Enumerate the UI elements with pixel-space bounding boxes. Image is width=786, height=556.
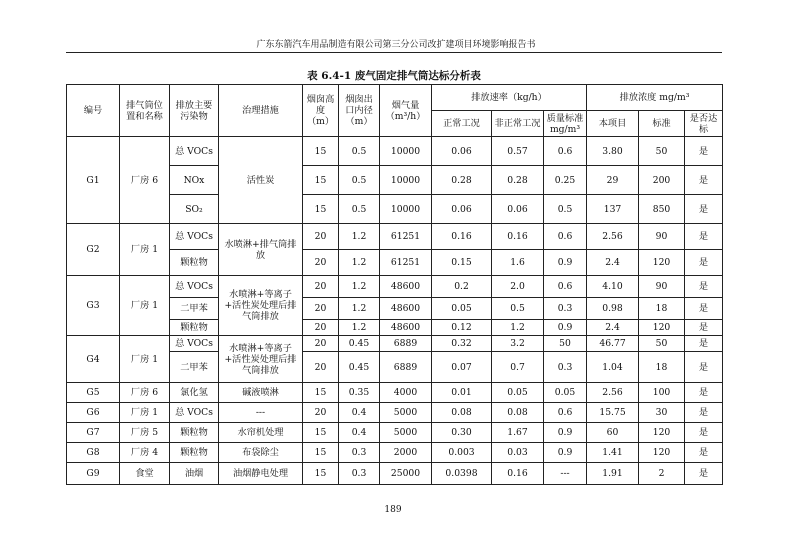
outlet-diameter-cell: 1.2 <box>339 276 380 298</box>
rate-standard-cell: 0.05 <box>544 383 587 403</box>
stack-height-cell: 20 <box>303 224 339 250</box>
stack-location-cell: 厂房 1 <box>120 224 170 276</box>
pollutant-cell: 油烟 <box>170 463 219 485</box>
rate-abnormal-cell: 1.2 <box>492 320 544 336</box>
rate-normal-cell: 0.06 <box>432 137 492 166</box>
rate-standard-cell: 0.9 <box>544 320 587 336</box>
stack-height-cell: 15 <box>303 195 339 224</box>
gas-flow-cell: 6889 <box>380 352 432 383</box>
outlet-diameter-cell: 0.4 <box>339 403 380 423</box>
table-row <box>67 276 723 298</box>
table-row <box>67 463 723 485</box>
pollutant-cell: 氯化氢 <box>170 383 219 403</box>
header-rate-std: 质量标准 mg/m³ <box>544 111 587 137</box>
pollutant-cell: 总 VOCs <box>170 403 219 423</box>
treatment-measure-cell: 水喷淋+排气筒排放 <box>219 224 303 276</box>
rate-standard-cell: 0.9 <box>544 250 587 276</box>
compliance-cell: 是 <box>685 383 723 403</box>
stack-height-cell: 20 <box>303 298 339 320</box>
rate-standard-cell: 50 <box>544 336 587 352</box>
rate-standard-cell: 0.5 <box>544 195 587 224</box>
compliance-cell: 是 <box>685 166 723 195</box>
concentration-project-cell: 3.80 <box>587 137 639 166</box>
treatment-measure-cell: 水喷淋+等离子+活性炭处理后排气筒排放 <box>219 336 303 383</box>
rate-standard-cell: 0.3 <box>544 352 587 383</box>
rate-abnormal-cell: 0.03 <box>492 443 544 463</box>
gas-flow-cell: 48600 <box>380 276 432 298</box>
concentration-standard-cell: 100 <box>639 383 685 403</box>
pollutant-cell: 颗粒物 <box>170 423 219 443</box>
pollutant-cell: 二甲苯 <box>170 352 219 383</box>
concentration-project-cell: 60 <box>587 423 639 443</box>
concentration-standard-cell: 120 <box>639 443 685 463</box>
concentration-project-cell: 1.91 <box>587 463 639 485</box>
header-compliant: 是否达标 <box>685 111 723 137</box>
outlet-diameter-cell: 0.5 <box>339 166 380 195</box>
header-conc-std: 标准 <box>639 111 685 137</box>
stack-location-cell: 厂房 1 <box>120 276 170 336</box>
header-conc-group: 排放浓度 mg/m³ <box>587 85 723 111</box>
compliance-cell: 是 <box>685 336 723 352</box>
compliance-cell: 是 <box>685 224 723 250</box>
gas-flow-cell: 61251 <box>380 224 432 250</box>
rate-abnormal-cell: 0.08 <box>492 403 544 423</box>
rate-normal-cell: 0.16 <box>432 224 492 250</box>
pollutant-cell: 总 VOCs <box>170 336 219 352</box>
exhaust-compliance-table <box>66 84 723 485</box>
concentration-standard-cell: 50 <box>639 336 685 352</box>
treatment-measure-cell: 碱液喷淋 <box>219 383 303 403</box>
stack-id-cell: G1 <box>67 137 120 224</box>
rate-normal-cell: 0.05 <box>432 298 492 320</box>
stack-location-cell: 厂房 1 <box>120 403 170 423</box>
concentration-standard-cell: 90 <box>639 224 685 250</box>
header-diameter: 烟囱出口内径（m） <box>339 85 380 137</box>
rate-standard-cell: 0.6 <box>544 224 587 250</box>
rate-standard-cell: 0.6 <box>544 276 587 298</box>
rate-abnormal-cell: 0.5 <box>492 298 544 320</box>
rate-abnormal-cell: 0.06 <box>492 195 544 224</box>
header-location: 排气筒位置和名称 <box>120 85 170 137</box>
pollutant-cell: 总 VOCs <box>170 224 219 250</box>
header-rate-abnormal: 非正常工况 <box>492 111 544 137</box>
rate-standard-cell: 0.25 <box>544 166 587 195</box>
rate-standard-cell: 0.6 <box>544 137 587 166</box>
header-flow: 烟气量（m³/h） <box>380 85 432 137</box>
concentration-standard-cell: 30 <box>639 403 685 423</box>
rate-standard-cell: 0.9 <box>544 423 587 443</box>
compliance-cell: 是 <box>685 250 723 276</box>
compliance-cell: 是 <box>685 276 723 298</box>
treatment-measure-cell: 布袋除尘 <box>219 443 303 463</box>
compliance-cell: 是 <box>685 423 723 443</box>
rate-normal-cell: 0.01 <box>432 383 492 403</box>
pollutant-cell: 总 VOCs <box>170 276 219 298</box>
gas-flow-cell: 10000 <box>380 137 432 166</box>
rate-abnormal-cell: 0.57 <box>492 137 544 166</box>
gas-flow-cell: 10000 <box>380 195 432 224</box>
rate-abnormal-cell: 0.7 <box>492 352 544 383</box>
table-row <box>67 403 723 423</box>
concentration-project-cell: 46.77 <box>587 336 639 352</box>
table-title: 表 6.4-1 废气固定排气筒达标分析表 <box>307 70 481 82</box>
compliance-cell: 是 <box>685 463 723 485</box>
stack-id-cell: G4 <box>67 336 120 383</box>
concentration-project-cell: 137 <box>587 195 639 224</box>
stack-id-cell: G8 <box>67 443 120 463</box>
header-measure: 治理措施 <box>219 85 303 137</box>
treatment-measure-cell: 油烟静电处理 <box>219 463 303 485</box>
outlet-diameter-cell: 0.3 <box>339 463 380 485</box>
rate-normal-cell: 0.2 <box>432 276 492 298</box>
stack-id-cell: G3 <box>67 276 120 336</box>
stack-id-cell: G5 <box>67 383 120 403</box>
compliance-cell: 是 <box>685 137 723 166</box>
concentration-standard-cell: 120 <box>639 250 685 276</box>
gas-flow-cell: 4000 <box>380 383 432 403</box>
concentration-project-cell: 2.4 <box>587 320 639 336</box>
rate-standard-cell: --- <box>544 463 587 485</box>
gas-flow-cell: 6889 <box>380 336 432 352</box>
rate-normal-cell: 0.003 <box>432 443 492 463</box>
stack-height-cell: 20 <box>303 320 339 336</box>
concentration-project-cell: 15.75 <box>587 403 639 423</box>
header-conc-project: 本项目 <box>587 111 639 137</box>
table-row <box>67 423 723 443</box>
concentration-project-cell: 2.56 <box>587 224 639 250</box>
rate-standard-cell: 0.9 <box>544 443 587 463</box>
pollutant-cell: 颗粒物 <box>170 250 219 276</box>
table-row <box>67 137 723 166</box>
concentration-standard-cell: 120 <box>639 320 685 336</box>
rate-abnormal-cell: 0.05 <box>492 383 544 403</box>
rate-normal-cell: 0.08 <box>432 403 492 423</box>
rate-abnormal-cell: 2.0 <box>492 276 544 298</box>
stack-height-cell: 15 <box>303 443 339 463</box>
rate-abnormal-cell: 1.67 <box>492 423 544 443</box>
gas-flow-cell: 25000 <box>380 463 432 485</box>
stack-height-cell: 20 <box>303 336 339 352</box>
table-row <box>67 443 723 463</box>
outlet-diameter-cell: 1.2 <box>339 320 380 336</box>
concentration-project-cell: 2.4 <box>587 250 639 276</box>
concentration-standard-cell: 18 <box>639 352 685 383</box>
stack-id-cell: G7 <box>67 423 120 443</box>
pollutant-cell: 颗粒物 <box>170 320 219 336</box>
rate-normal-cell: 0.07 <box>432 352 492 383</box>
compliance-cell: 是 <box>685 298 723 320</box>
concentration-project-cell: 2.56 <box>587 383 639 403</box>
stack-height-cell: 20 <box>303 403 339 423</box>
header-id: 编号 <box>67 85 120 137</box>
stack-height-cell: 20 <box>303 250 339 276</box>
concentration-standard-cell: 2 <box>639 463 685 485</box>
rate-abnormal-cell: 0.16 <box>492 463 544 485</box>
rate-normal-cell: 0.0398 <box>432 463 492 485</box>
stack-location-cell: 厂房 6 <box>120 137 170 224</box>
outlet-diameter-cell: 0.45 <box>339 352 380 383</box>
header-row-1 <box>67 85 723 111</box>
header-rate-group: 排放速率（kg/h） <box>432 85 587 111</box>
concentration-project-cell: 1.41 <box>587 443 639 463</box>
concentration-project-cell: 1.04 <box>587 352 639 383</box>
treatment-measure-cell: 水喷淋+等离子+活性炭处理后排气筒排放 <box>219 276 303 336</box>
rate-standard-cell: 0.3 <box>544 298 587 320</box>
treatment-measure-cell: 活性炭 <box>219 137 303 224</box>
gas-flow-cell: 2000 <box>380 443 432 463</box>
stack-height-cell: 15 <box>303 383 339 403</box>
stack-id-cell: G2 <box>67 224 120 276</box>
pollutant-cell: 二甲苯 <box>170 298 219 320</box>
table-row <box>67 336 723 352</box>
gas-flow-cell: 48600 <box>380 320 432 336</box>
concentration-project-cell: 0.98 <box>587 298 639 320</box>
gas-flow-cell: 10000 <box>380 166 432 195</box>
page-header <box>0 0 786 52</box>
outlet-diameter-cell: 0.35 <box>339 383 380 403</box>
stack-location-cell: 厂房 6 <box>120 383 170 403</box>
rate-abnormal-cell: 0.28 <box>492 166 544 195</box>
rate-normal-cell: 0.12 <box>432 320 492 336</box>
outlet-diameter-cell: 0.4 <box>339 423 380 443</box>
rate-normal-cell: 0.15 <box>432 250 492 276</box>
gas-flow-cell: 5000 <box>380 403 432 423</box>
outlet-diameter-cell: 0.3 <box>339 443 380 463</box>
gas-flow-cell: 61251 <box>380 250 432 276</box>
outlet-diameter-cell: 1.2 <box>339 298 380 320</box>
rate-normal-cell: 0.28 <box>432 166 492 195</box>
stack-location-cell: 厂房 1 <box>120 336 170 383</box>
compliance-cell: 是 <box>685 352 723 383</box>
outlet-diameter-cell: 1.2 <box>339 250 380 276</box>
stack-height-cell: 20 <box>303 352 339 383</box>
document-header-text: 广东东箭汽车用品制造有限公司第三分公司改扩建项目环境影响报告书 <box>256 40 536 50</box>
treatment-measure-cell: --- <box>219 403 303 423</box>
table-body <box>67 137 723 485</box>
rate-standard-cell: 0.6 <box>544 403 587 423</box>
rate-abnormal-cell: 1.6 <box>492 250 544 276</box>
rate-abnormal-cell: 3.2 <box>492 336 544 352</box>
concentration-standard-cell: 90 <box>639 276 685 298</box>
stack-height-cell: 15 <box>303 137 339 166</box>
stack-id-cell: G6 <box>67 403 120 423</box>
concentration-standard-cell: 850 <box>639 195 685 224</box>
compliance-cell: 是 <box>685 320 723 336</box>
outlet-diameter-cell: 0.5 <box>339 137 380 166</box>
header-rate-normal: 正常工况 <box>432 111 492 137</box>
concentration-project-cell: 29 <box>587 166 639 195</box>
header-pollutant: 排放主要污染物 <box>170 85 219 137</box>
pollutant-cell: 颗粒物 <box>170 443 219 463</box>
stack-height-cell: 15 <box>303 463 339 485</box>
outlet-diameter-cell: 0.45 <box>339 336 380 352</box>
stack-height-cell: 15 <box>303 166 339 195</box>
concentration-standard-cell: 200 <box>639 166 685 195</box>
header-divider <box>66 52 722 53</box>
outlet-diameter-cell: 1.2 <box>339 224 380 250</box>
gas-flow-cell: 5000 <box>380 423 432 443</box>
stack-id-cell: G9 <box>67 463 120 485</box>
compliance-cell: 是 <box>685 403 723 423</box>
concentration-standard-cell: 50 <box>639 137 685 166</box>
pollutant-cell: SO₂ <box>170 195 219 224</box>
table-row <box>67 224 723 250</box>
treatment-measure-cell: 水帘机处理 <box>219 423 303 443</box>
pollutant-cell: NOx <box>170 166 219 195</box>
header-height: 烟囱高度（m） <box>303 85 339 137</box>
outlet-diameter-cell: 0.5 <box>339 195 380 224</box>
stack-height-cell: 20 <box>303 276 339 298</box>
rate-normal-cell: 0.06 <box>432 195 492 224</box>
stack-location-cell: 食堂 <box>120 463 170 485</box>
rate-normal-cell: 0.30 <box>432 423 492 443</box>
table-row <box>67 383 723 403</box>
compliance-cell: 是 <box>685 195 723 224</box>
page-number: 189 <box>384 505 402 515</box>
rate-normal-cell: 0.32 <box>432 336 492 352</box>
concentration-project-cell: 4.10 <box>587 276 639 298</box>
stack-location-cell: 厂房 5 <box>120 423 170 443</box>
compliance-cell: 是 <box>685 443 723 463</box>
concentration-standard-cell: 120 <box>639 423 685 443</box>
pollutant-cell: 总 VOCs <box>170 137 219 166</box>
concentration-standard-cell: 18 <box>639 298 685 320</box>
gas-flow-cell: 48600 <box>380 298 432 320</box>
stack-location-cell: 厂房 4 <box>120 443 170 463</box>
stack-height-cell: 15 <box>303 423 339 443</box>
rate-abnormal-cell: 0.16 <box>492 224 544 250</box>
